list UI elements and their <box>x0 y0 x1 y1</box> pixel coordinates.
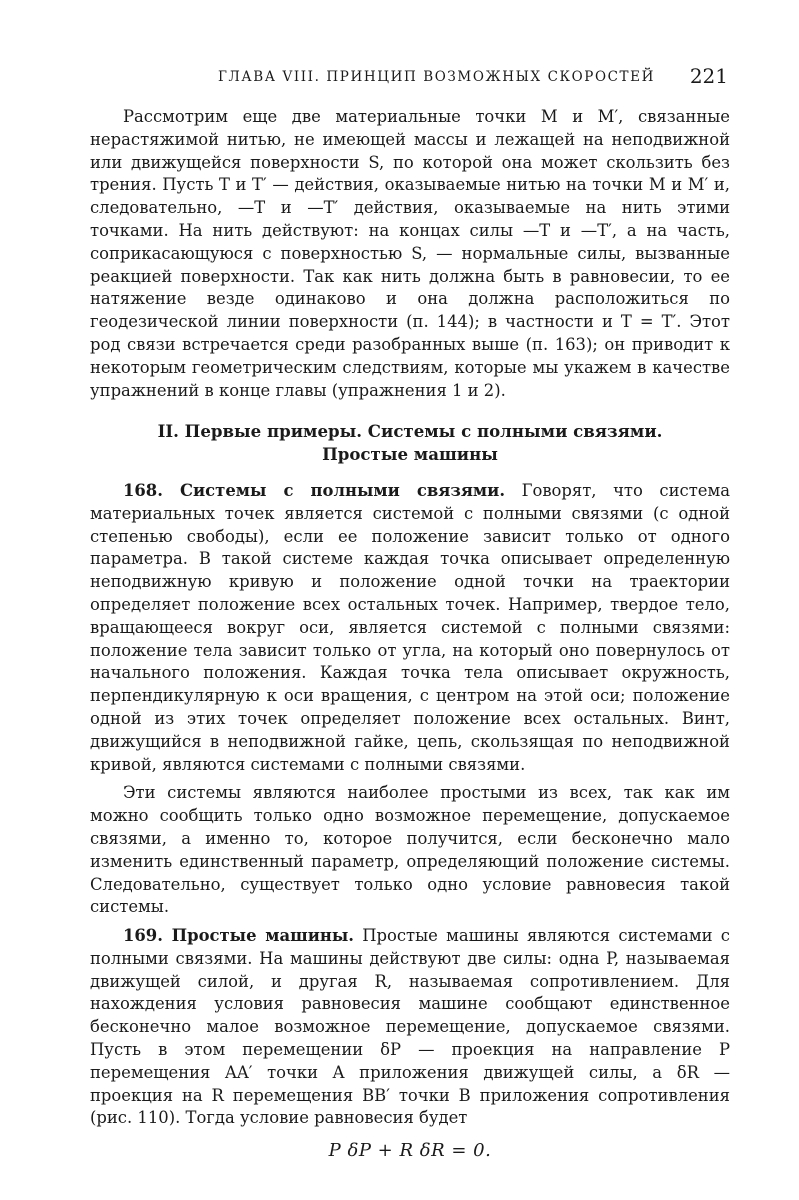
item-169-title: 169. Простые машины. <box>123 926 354 946</box>
page-number: 221 <box>689 64 728 88</box>
equilibrium-equation: P δP + R δR = 0. <box>328 1140 492 1162</box>
intro-paragraph: Рассмотрим еще две материальные точки M и M′, связанные нерастяжимой нитью, не имеющей массы и лежащей на неподвижной или движущейся поверхности S, по которой она может скользить без трения. Пусть T и T′ — действия, оказываемые нитью на точки M и M′ и, следовательно, —T и —T′ действия, оказываемые на нить этими точками. На нить действуют: на концах силы —T и —T′, а на часть, соприкасающуюся с поверхностью S, — нормальные силы, вызванные реакцией поверхности. Так как нить должна быть в равновесии, то ее натяжение везде одинаково и она должна расположиться по геодезической линии поверхности (п. 144); в частности и T = T′. Этот род связи встречается среди разобранных выше (п. 163); он приводит к некоторым геометрическим следствиям, которые мы укажем в качестве упражнений в конце главы (упражнения 1 и 2). <box>90 107 730 400</box>
section-heading-line-1: II. Первые примеры. Системы с полными связями. <box>157 421 663 442</box>
item-168-title: 168. Системы с полными связями. <box>123 480 506 500</box>
item-168-text: Говорят, что система материальных точек является системой с полными связями (с одной степенью свободы), если ее положение зависит только от одного параметра. В такой системе каждая точка описывает определенную неподвижную кривую и положение одной точки на траектории определяет положение всех остальных точек. Например, твердое тело, вращающееся вокруг оси, является системой с полными связями: положение тела зависит только от угла, на который оно повернулось от начального положения. Каждая точка тела описывает окружность, перпендикулярную к оси вращения, с центром на этой оси; положение одной из этих точек определяет положение всех остальных. Винт, движущийся в неподвижной гайке, цепь, скользящая по неподвижной кривой, являются системами с полными связями. <box>90 480 730 774</box>
running-title: ГЛАВА VIII. ПРИНЦИП ВОЗМОЖНЫХ СКОРОСТЕЙ <box>218 69 655 85</box>
running-head <box>90 66 730 90</box>
page-body <box>90 106 730 1163</box>
section-heading <box>90 420 730 466</box>
section-heading-line-2: Простые машины <box>322 444 498 465</box>
paragraph-169 <box>90 925 730 1130</box>
item-169-text: Простые машины являются системами с полными связями. На машины действуют две силы: одна P, называемая движущей силой, и другая R, называемая сопротивлением. Для нахождения условия равновесия машине сообщают единственное бесконечно малое возможное перемещение, допускаемое связями. Пусть в этом перемещении δP — проекция на направление P перемещения AA′ точки A приложения движущей силы, а δR — проекция на R перемещения BB′ точки B приложения сопротивления (рис. 110). Тогда условие равновесия будет <box>90 926 730 1128</box>
paragraph-168-continued: Эти системы являются наиболее простыми из всех, так как им можно сообщить только одно возможное перемещение, допускаемое связями, а именно то, которое получится, если бесконечно мало изменить единственный параметр, определяющий положение системы. Следовательно, существует только одно условие равновесия такой системы. <box>90 783 730 917</box>
paragraph-168 <box>90 480 730 776</box>
